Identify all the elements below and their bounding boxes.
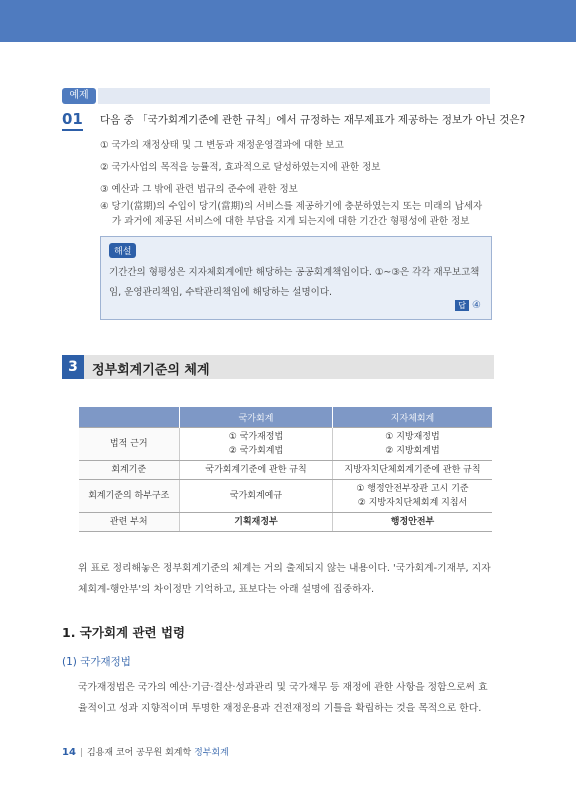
- footer-book-title: 김용재 코어 공무원 회계학: [86, 748, 192, 758]
- explanation-text: 기간간의 형평성은 지자체회계에만 해당하는 공공회계책임이다. ①~③은 각각 재무보고책임, 운영관리책임, 수탁관리책임에 해당하는 설명이다.: [109, 267, 480, 298]
- table-header-row: [79, 407, 493, 428]
- finance-act-paragraph: 국가재정법은 국가의 예산·기금·결산·성과관리 및 국가채무 등 재정에 관한 사항을 정함으로써 효율적이고 성과 지향적이며 투명한 재정운용과 건전재정의 기틀을 확립하는 것을 목적으로 한다.: [78, 682, 488, 714]
- cell-line: ② 지방자치단체회계 지침서: [357, 498, 468, 508]
- option-4: ④ 당기(當期)의 수입이 당기(當期)의 서비스를 제공하기에 충분하였는지 또는 미래의 납세자: [100, 201, 483, 212]
- row-label: 회계기준의 하부구조: [79, 480, 180, 513]
- table-cell: [333, 480, 493, 513]
- table-row: [79, 461, 493, 480]
- table-row: [79, 428, 493, 461]
- cell-line: ② 국가회계법: [228, 446, 284, 456]
- answer: [455, 300, 481, 311]
- table-cell: 국가회계기준에 관한 규칙: [180, 461, 333, 480]
- table-header-national: 국가회계: [180, 407, 333, 428]
- footer-separator: |: [79, 748, 83, 758]
- option-1: ① 국가의 재정상태 및 그 변동과 재정운영결과에 대한 보고: [100, 140, 344, 151]
- page-number: 14: [62, 747, 76, 758]
- table-cell: 기획재정부: [180, 513, 333, 532]
- table-cell: [333, 428, 493, 461]
- table-row: [79, 513, 493, 532]
- explanation-tag: 해설: [109, 243, 136, 258]
- table-cell: [180, 428, 333, 461]
- table-cell: 국가회계예규: [180, 480, 333, 513]
- heading-national-accounting-laws: 1. 국가회계 관련 법령: [62, 625, 186, 640]
- table-row: [79, 480, 493, 513]
- answer-value: ④: [472, 300, 481, 311]
- table-header-empty: [79, 407, 180, 428]
- option-2: ② 국가사업의 목적을 능률적, 효과적으로 달성하였는지에 관한 정보: [100, 162, 381, 173]
- answer-label: 답: [455, 300, 469, 311]
- table-cell: 행정안전부: [333, 513, 493, 532]
- cell-line: ② 지방회계법: [385, 446, 440, 456]
- row-label: 관련 부처: [79, 513, 180, 532]
- section-title: 정부회계기준의 체계: [92, 363, 210, 378]
- heading-national-finance-act: (1) 국가재정법: [62, 656, 131, 668]
- table-cell: 지방자치단체회계기준에 관한 규칙: [333, 461, 493, 480]
- table-header-local: 지자체회계: [333, 407, 493, 428]
- question-number: 01: [62, 110, 83, 131]
- section-number: 3: [62, 355, 84, 379]
- row-label: 회계기준: [79, 461, 180, 480]
- page-footer: [62, 745, 229, 758]
- footer-subject: 정부회계: [194, 748, 229, 758]
- cell-line: ① 국가재정법: [228, 432, 284, 442]
- example-tag: 예제: [62, 88, 96, 104]
- option-3: ③ 예산과 그 밖에 관련 법규의 준수에 관한 정보: [100, 184, 298, 195]
- comparison-table: [78, 407, 492, 532]
- question-text: 다음 중 「국가회계기준에 관한 규칙」에서 규정하는 재무제표가 제공하는 정보가 아닌 것은?: [100, 114, 526, 126]
- cell-line: ① 지방재정법: [385, 432, 440, 442]
- example-header-bar: [98, 88, 490, 104]
- option-4-continued: 가 과거에 제공된 서비스에 대한 부담을 지게 되는지에 대한 기간간 형평성에 관한 정보: [112, 216, 470, 227]
- summary-paragraph: 위 표로 정리해놓은 정부회계기준의 체계는 거의 출제되지 않는 내용이다. '국가회계-기재부, 지자체회계-행안부'의 차이정만 기억하고, 표보다는 아래 설명에 집중하자.: [78, 563, 491, 595]
- cell-line: ① 행정안전부장관 고시 기준: [356, 484, 469, 494]
- top-header-band: [0, 0, 576, 42]
- explanation-box: [100, 236, 492, 320]
- row-label: 법적 근거: [79, 428, 180, 461]
